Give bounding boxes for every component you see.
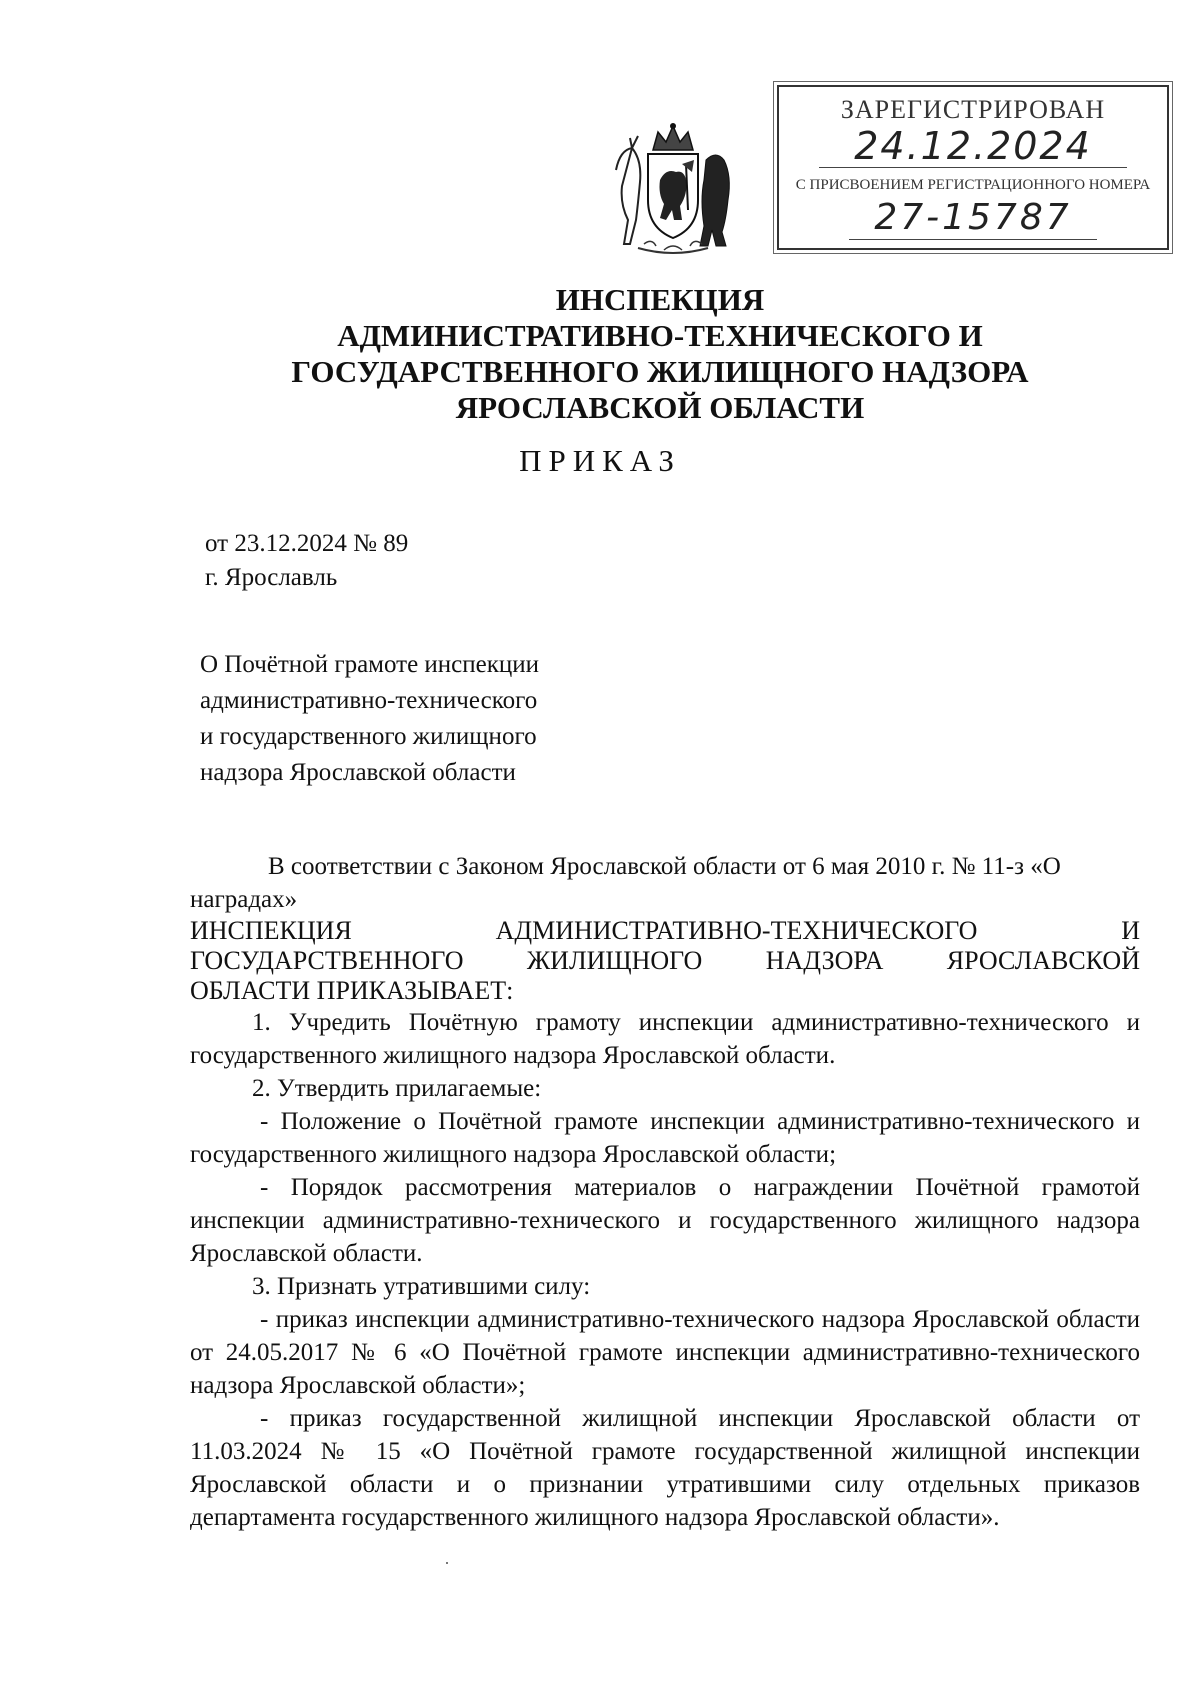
orders-clause: [190, 916, 1140, 1006]
order-city: г. Ярославль: [205, 564, 338, 591]
intro-paragraph: В соответствии с Законом Ярославской области от 6 мая 2010 г. № 11-з «О наградах»: [190, 853, 1061, 913]
agency-line: ЯРОСЛАВСКОЙ ОБЛАСТИ: [455, 390, 865, 425]
item-2: 2. Утвердить прилагаемые:: [252, 1075, 542, 1102]
subject-line: административно-технического: [200, 687, 538, 714]
agency-name: [280, 282, 1040, 426]
item-1: 1. Учредить Почётную грамоту инспекции административно-технического и государственного жилищного надзора Ярославской области.: [190, 1009, 1140, 1069]
subject-line: надзора Ярославской области: [200, 759, 516, 786]
stamp-date: 24.12.2024: [819, 125, 1127, 168]
document-type-title: ПРИКАЗ: [519, 443, 681, 478]
subject-line: и государственного жилищного: [200, 723, 537, 750]
item-2-a: - Положение о Почётной грамоте инспекции административно-технического и государственного жилищного надзора Ярославской области;: [190, 1108, 1140, 1168]
orders-clause-line: ИНСПЕКЦИЯ АДМИНИСТРАТИВНО-ТЕХНИЧЕСКОГО И: [190, 916, 1140, 945]
item-3-b: - приказ государственной жилищной инспекции Ярославской области от 11.03.2024 № 15 «О Почётной грамоте государственной жилищной инспекции Ярославской области и о признании утратившими силу отдельных приказов департамента государственного жилищного надзора Ярославской области».: [190, 1405, 1140, 1531]
order-date-number: от 23.12.2024 № 89: [205, 530, 409, 557]
item-3: 3. Признать утратившими силу:: [252, 1273, 591, 1300]
stamp-registration-number: 27-15787: [849, 197, 1097, 240]
item-3-a: - приказ инспекции административно-технического надзора Ярославской области от 24.05.2017 № 6 «О Почётной грамоте инспекции административно-технического надзора Ярославской области»;: [190, 1306, 1140, 1399]
registration-stamp: [777, 85, 1169, 250]
orders-clause-line: ГОСУДАРСТВЕННОГО ЖИЛИЩНОГО НАДЗОРА ЯРОСЛАВСКОЙ: [190, 946, 1140, 975]
scan-speck: [446, 1562, 448, 1564]
subject-line: О Почётной грамоте инспекции: [200, 651, 540, 678]
orders-clause-line: ОБЛАСТИ ПРИКАЗЫВАЕТ:: [190, 976, 514, 1005]
order-subject: [200, 647, 620, 791]
order-body: [190, 850, 1140, 1534]
agency-line: ГОСУДАРСТВЕННОГО ЖИЛИЩНОГО НАДЗОРА: [291, 354, 1029, 389]
agency-line: АДМИНИСТРАТИВНО-ТЕХНИЧЕСКОГО И: [337, 318, 983, 353]
item-2-b: - Порядок рассмотрения материалов о награждении Почётной грамотой инспекции административно-технического и государственного жилищного надзора Ярославской области.: [190, 1174, 1140, 1267]
order-meta: [205, 527, 408, 595]
agency-line: ИНСПЕКЦИЯ: [555, 282, 765, 317]
stamp-title: ЗАРЕГИСТРИРОВАН: [840, 95, 1106, 124]
stamp-subtitle: С ПРИСВОЕНИЕМ РЕГИСТРАЦИОННОГО НОМЕРА: [795, 177, 1151, 193]
coat-of-arms-icon: [608, 120, 738, 260]
